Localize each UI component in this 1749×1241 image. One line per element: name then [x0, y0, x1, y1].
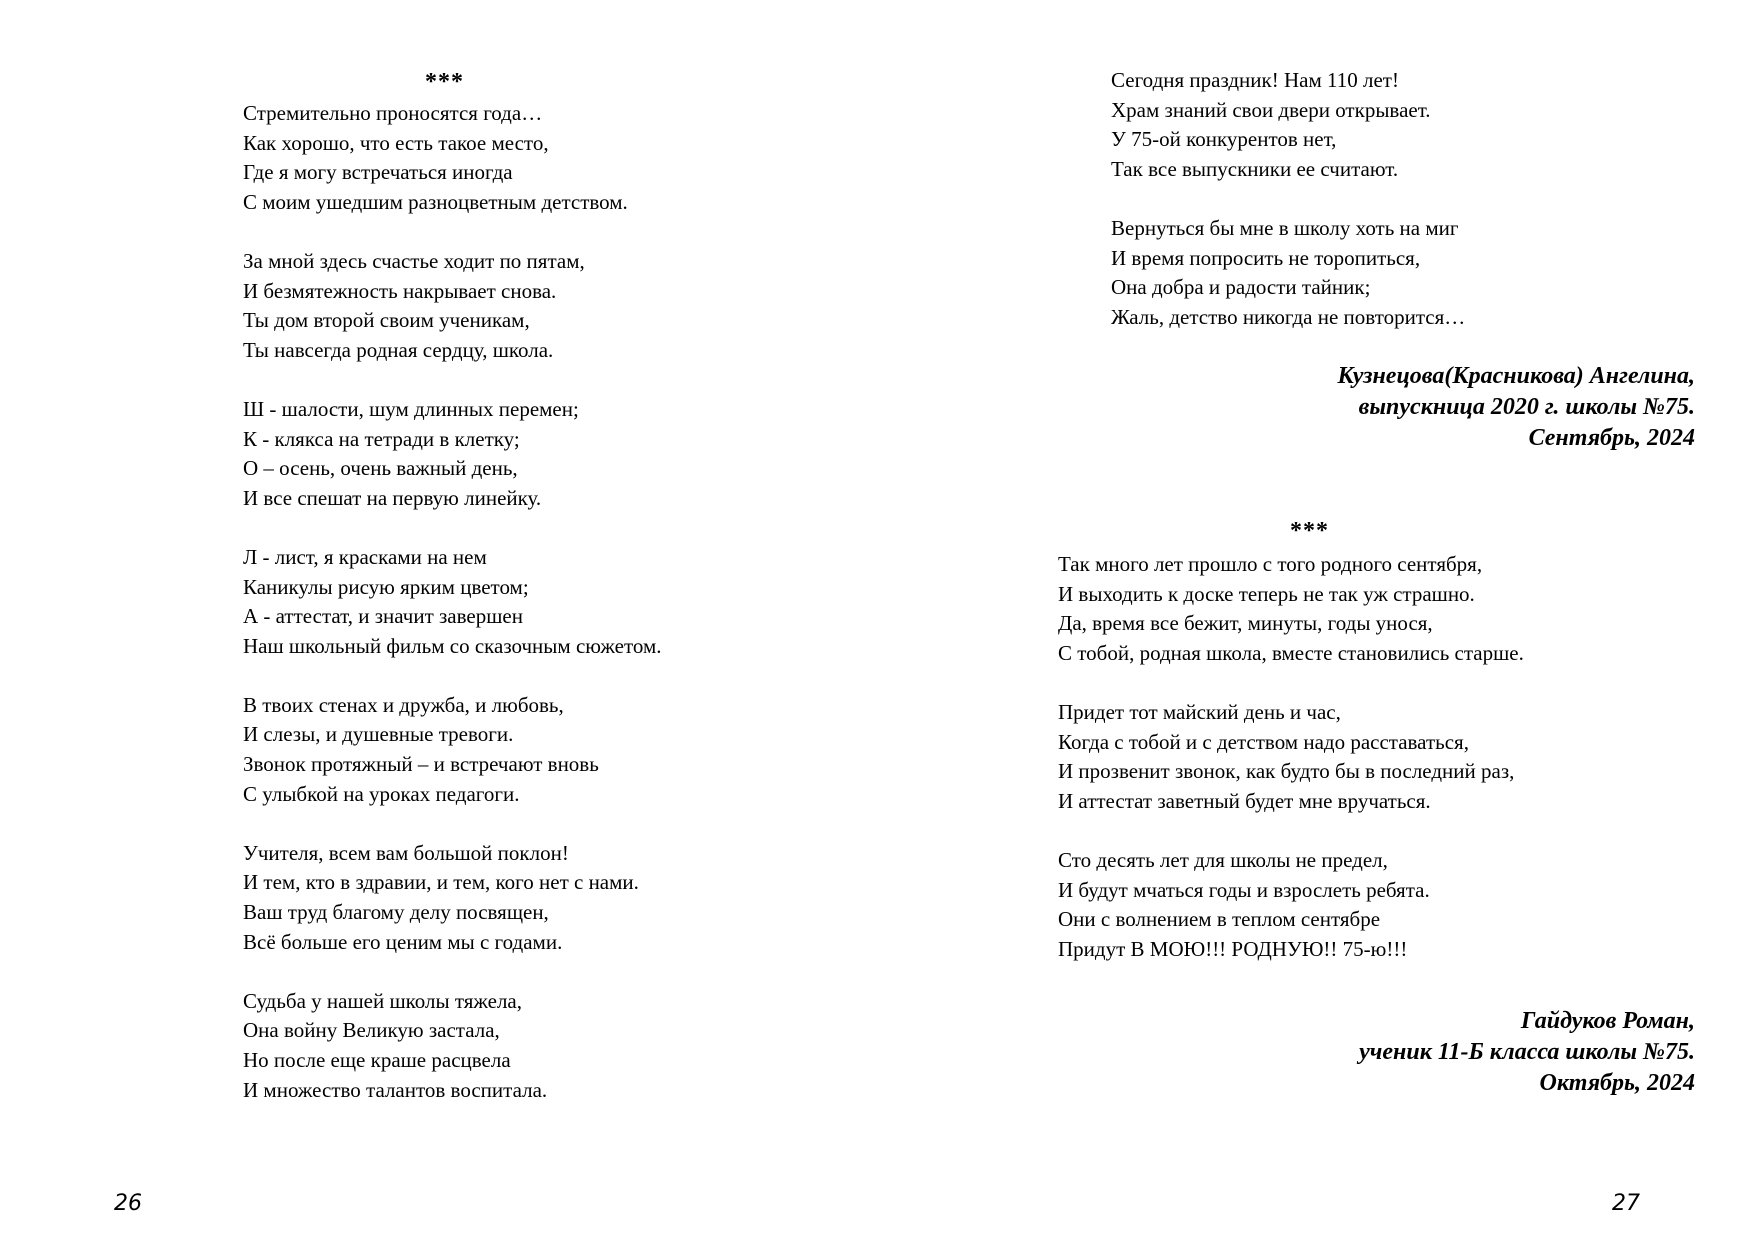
poem-line: Учителя, всем вам большой поклон!	[243, 840, 569, 865]
poem-line: О – осень, очень важный день,	[243, 456, 518, 481]
signature-line: выпускница 2020 г. школы №75.	[1358, 394, 1695, 420]
poem-stanza	[243, 543, 662, 661]
left-page	[0, 0, 874, 1241]
poem-stanza	[1058, 550, 1524, 668]
poem-line: Всё больше его ценим мы с годами.	[243, 929, 563, 954]
poem-line: И аттестат заветный будет мне вручаться.	[1058, 788, 1431, 813]
poem-line: Сто десять лет для школы не предел,	[1058, 847, 1388, 872]
poem-line: Так все выпускники ее считают.	[1111, 156, 1399, 181]
poem-line: Где я могу встречаться иногда	[243, 160, 513, 185]
poem-line: И тем, кто в здравии, и тем, кого нет с нами.	[243, 870, 639, 895]
poem-line: И безмятежность накрывает снова.	[243, 278, 557, 303]
poem-stanza	[243, 247, 662, 365]
poem-stanza	[243, 839, 662, 957]
poem-line: А - аттестат, и значит завершен	[243, 604, 523, 629]
poem-line: Ш - шалости, шум длинных перемен;	[243, 396, 579, 421]
poem-line: И все спешат на первую линейку.	[243, 485, 542, 510]
poem-line: И время попросить не торопиться,	[1111, 245, 1421, 270]
poem-line: Сегодня праздник! Нам 110 лет!	[1111, 68, 1399, 92]
poem-line: Жаль, детство никогда не повторится…	[1111, 304, 1466, 329]
signature-line: Гайдуков Роман,	[1520, 1008, 1695, 1034]
poem-line: Ты дом второй своим ученикам,	[243, 308, 530, 333]
poem-line: К - клякса на тетради в клетку;	[243, 426, 520, 451]
right-page	[875, 0, 1749, 1241]
poem-line: Стремительно проносятся года…	[243, 101, 543, 125]
poem-line: Да, время все бежит, минуты, годы унося,	[1058, 611, 1433, 636]
author-signature-kuznetsova	[1338, 361, 1695, 454]
poem-line: Наш школьный фильм со сказочным сюжетом.	[243, 633, 662, 658]
poem-stanza	[1111, 214, 1465, 332]
poem-anniversary	[1111, 66, 1465, 332]
signature-line: Сентябрь, 2024	[1528, 425, 1695, 451]
poem-line: И слезы, и душевные тревоги.	[243, 722, 514, 747]
poem-line: Храм знаний свои двери открывает.	[1111, 97, 1431, 122]
poem-line: С тобой, родная школа, вместе становились старше.	[1058, 640, 1524, 665]
poem-stanza	[1058, 698, 1524, 816]
poem-line: Судьба у нашей школы тяжела,	[243, 988, 522, 1013]
poem-line: И множество талантов воспитала.	[243, 1077, 548, 1102]
poem-line: И выходить к доске теперь не так уж страшно.	[1058, 581, 1475, 606]
poem-school-acrostic	[243, 99, 662, 1105]
poem-line: За мной здесь счастье ходит по пятам,	[243, 248, 585, 273]
signature-line: Октябрь, 2024	[1539, 1070, 1695, 1096]
poem-line: И будут мчаться годы и взрослеть ребята.	[1058, 877, 1430, 902]
poem-line: У 75-ой конкурентов нет,	[1111, 127, 1337, 152]
poem-line: И прозвенит звонок, как будто бы в последний раз,	[1058, 759, 1515, 784]
page-number-right: 27	[1612, 1191, 1640, 1216]
poem-line: Каникулы рисую ярким цветом;	[243, 574, 529, 599]
signature-line: Кузнецова(Красникова) Ангелина,	[1337, 363, 1695, 389]
poem-stanza	[243, 691, 662, 809]
poem-line: Придет тот майский день и час,	[1058, 699, 1341, 724]
poem-line: Она войну Великую застала,	[243, 1018, 500, 1043]
poem-stanza	[1058, 846, 1524, 964]
poem-line: Так много лет прошло с того родного сентября,	[1058, 552, 1483, 576]
poem-separator-stars: ***	[425, 69, 464, 95]
poem-stanza	[243, 395, 662, 513]
poem-line: Как хорошо, что есть такое место,	[243, 130, 549, 155]
poem-line: Они с волнением в теплом сентябре	[1058, 907, 1381, 932]
poem-line: С моим ушедшим разноцветным детством.	[243, 189, 628, 214]
poem-separator-stars: ***	[1290, 518, 1329, 544]
poem-line: Звонок протяжный – и встречают вновь	[243, 752, 599, 777]
poem-line: Ты навсегда родная сердцу, школа.	[243, 337, 554, 362]
signature-line: ученик 11-Б класса школы №75.	[1359, 1039, 1695, 1065]
poem-line: Л - лист, я красками на нем	[243, 544, 487, 569]
poem-line: В твоих стенах и дружба, и любовь,	[243, 692, 564, 717]
poem-stanza	[243, 987, 662, 1105]
poem-line: С улыбкой на уроках педагоги.	[243, 781, 520, 806]
poem-stanza	[243, 99, 662, 217]
poem-line: Придут В МОЮ!!! РОДНУЮ!! 75-ю!!!	[1058, 936, 1408, 961]
author-signature-gaidukov	[1359, 1006, 1695, 1099]
poem-many-years	[1058, 550, 1524, 964]
page-number-left: 26	[114, 1191, 142, 1216]
poem-stanza	[1111, 66, 1465, 184]
poem-line: Ваш труд благому делу посвящен,	[243, 900, 549, 925]
poem-line: Но после еще краше расцвела	[243, 1048, 511, 1072]
poem-line: Когда с тобой и с детством надо расставаться,	[1058, 729, 1469, 754]
poem-line: Она добра и радости тайник;	[1111, 275, 1371, 300]
poem-line: Вернуться бы мне в школу хоть на миг	[1111, 215, 1459, 240]
